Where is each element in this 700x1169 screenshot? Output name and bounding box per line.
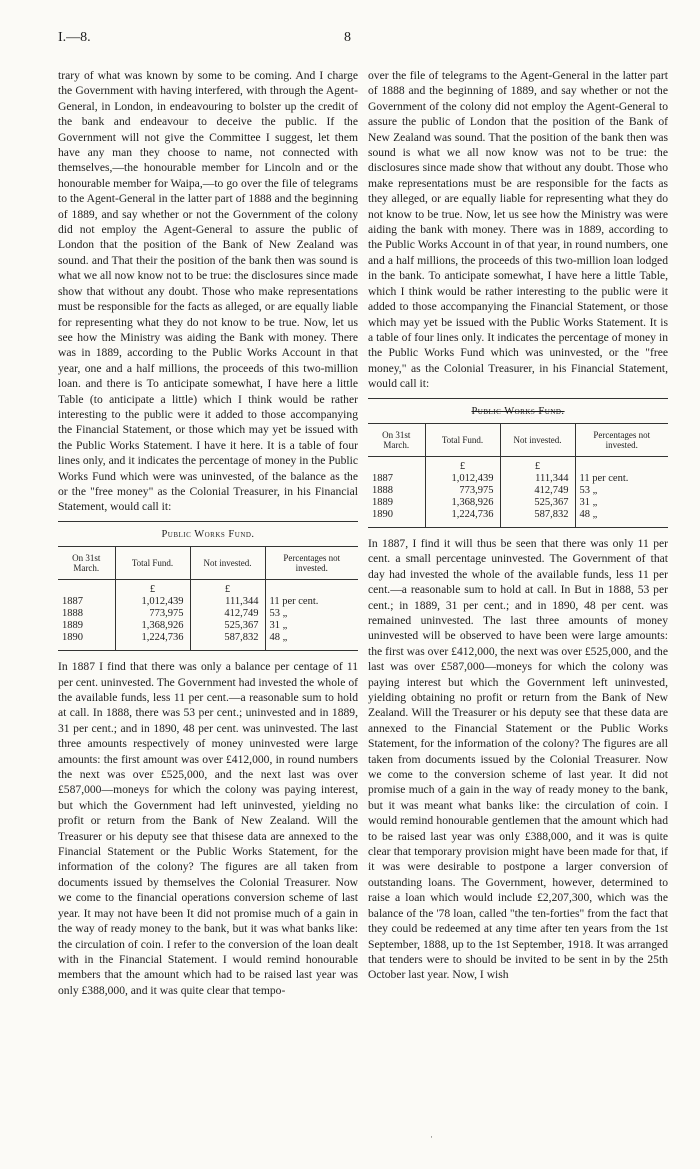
header-percentages: Percentages not invested. <box>575 424 668 457</box>
table-row: 1889 1,368,926 525,367 31 „ <box>58 620 358 632</box>
page-number: 8 <box>344 30 351 45</box>
right-paragraph-1: over the file of telegrams to the Agent-General in the latter part of 1888 and the beginning of 1889, and say whether or not the Government of the colony did not employ the Agent-General to assure the public of London that the position of the Bank of New Zealand was sound. That the position of the bank then was sound is what we all now know was not to be true: the disclosures since made show that without any doubt. Those who make representations must be are responsible for the facts as they alleged, or are equally liable for representing what they do not know to be true. Now, let us see how the Ministry was were aiding the bank with money. There was in 1889, according to the Public Works Account in of that year, in round numbers, one and a half millions, the proceeds of this two-million loan lodged in the bank. To anticipate somewhat, I have here a little Table, which I think would be rather interesting to the public were it added to those accompanying the Financial Statement, or those which may yet be issued with the Public Works Statement. It is a table of four lines only. It indicates the percentage of money in the Public Works Fund which was uninvested, or the "free money," as the Colonial Treasurer, in his Financial Statement, would call it: <box>368 69 668 391</box>
header-percentages: Percentages not invested. <box>265 547 358 580</box>
currency-symbol: £ <box>500 456 575 473</box>
currency-symbol: £ <box>190 580 265 597</box>
footer-mark: · <box>430 1132 433 1142</box>
currency-symbol: £ <box>115 580 190 597</box>
table-row: 1889 1,368,926 525,367 31 „ <box>368 497 668 509</box>
left-column <box>58 68 358 998</box>
header-date: On 31st March. <box>368 424 425 457</box>
table-title: Public Works Fund. <box>368 399 668 424</box>
table-row: 1888 773,975 412,749 53 „ <box>368 485 668 497</box>
right-paragraph-2: In 1887, I find it will thus be seen that there was only 11 per cent. a small percentage uninvested. The Government of that day had invested the whole of the available funds, less 11 per cent.—a reasonable sum to hold at call. In But in 1888, 53 per cent.; in 1889, 31 per cent.; and in 1890, 48 per cent. was remained uninvested. The last three amounts of money uninvested will be observed to have been were large amounts: the first was over £412,000, the next was over £525,000, and the last was over £587,000—moneys for which the colony was paying interest but which the Government left uninvested, yielding obtaining no profit or return from the Bank of New Zealand. Will the Treasurer or his deputy see that these data are annexed to the Financial Statement or the Public Works Statement, for the information of the colony? The figures are all taken from documents issued by the Colonial Treasurer. Now we come to the conversion scheme of last year. It did not promise much of a gain in the way of ready money to the bank, but it was meant what banks like: the circulation of coin. I would remind honourable gentlemen that the amount which had to be raised last year was only £388,000, and it was is quite clear that temporary provision might have been made for that, if it was were desirable to postpone a larger conversion of outstanding loans. The Government, however, determined to raise a loan which would include £2,207,300, which was the balance of the '78 loan, called "the ten-forties" from the fact that they could be redeemed at any time after ten years from the 1st September, 1888, up to the 1st September, 1918. It was arranged that tenders were to should be invited to be sent in by the 25th October last year. Now, I wish <box>368 536 668 982</box>
table-row: 1890 1,224,736 587,832 48 „ <box>58 632 358 650</box>
public-works-table-left <box>58 521 358 651</box>
header-total: Total Fund. <box>425 424 500 457</box>
header-not-invested: Not invested. <box>190 547 265 580</box>
header-not-invested: Not invested. <box>500 424 575 457</box>
table <box>58 547 358 650</box>
table-row: 1887 1,012,439 111,344 11 per cent. <box>368 473 668 485</box>
table-title: Public Works Fund. <box>58 522 358 547</box>
page-header <box>58 30 660 50</box>
left-paragraph-1: trary of what was known by some to be coming. And I charge the Government with having interfered, with through the Agent-General, in London, in endeavouring to bolster up the credit of the bank and endeavour to deceive the public. If the Government will not give the Committee I suggest, let them have any man they choose to name, not connected with themselves,—the honourable member for Lincoln and or the honourable member for Waipa,—to go over the file of telegrams to the Agent-General in the latter part of 1888 and the beginning of 1889, and say whether or not the Government of the colony did not employ the Agent-General to assure the public of London that the position of the Bank of New Zealand was sound. and That their the position of the bank then was sound is what we all now know not to be true: the disclosures since made show that without any doubt. Those who make representations must be responsible for the facts as alleged, or are equally liable for representing what they do not know to be true. Now, let us see how the Ministry was aiding the Bank with money. There was in 1889, according to the Public Works Account in that year, one and a half millions, the proceeds of this two-million loan. and there is To anticipate somewhat, I have here a little Table (to anticipate a little) which I think would be rather interesting to the public were it added to those accompanying the Financial Statement, or those which may yet be issued with the Public Works Statement. I have it here. It is a table of four lines only, and it indicates the percentage of money in the Public Works Fund which were was uninvested, of the balance as the or the "free money" as the Colonial Treasurer, in his Financial Statement, would call it: <box>58 69 358 514</box>
right-column <box>368 68 668 983</box>
table-row: 1887 1,012,439 111,344 11 per cent. <box>58 596 358 608</box>
header-total: Total Fund. <box>115 547 190 580</box>
header-date: On 31st March. <box>58 547 115 580</box>
table-row: 1888 773,975 412,749 53 „ <box>58 608 358 620</box>
table-row: 1890 1,224,736 587,832 48 „ <box>368 509 668 527</box>
left-paragraph-2: In 1887 I find that there was only a balance per centage of 11 per cent. uninvested. The Government had invested the whole of the available funds, less 11 per cent.—a reasonable sum to hold at call. In 1888, there was 53 per cent.; uninvested and in 1889, 31 per cent.; and in 1890, 48 per cent. was uninvested. The last three amounts respectively of money uninvested were large amounts: the first amount was over £412,000, in round numbers the next was over £525,000, and the next last was over £587,000—moneys for which the colony was paying interest, but which the Government had left uninvested, yielding no profit or return from the Bank of New Zealand. Will the Treasurer or his deputy see that thisese data are annexed to the Financial Statement or the Public Works Statement, for the information of the colony? The figures are all taken from documents issued by themselves the Colonial Treasurer. Now we come to the financial operations conversion scheme of last year. It may not have been It did not promise much of a gain in the way of ready money to the bank, but it was what banks like: the circulation of coin. I refer to the conversion of the loan dealt with in the Financial Statement. I would remind honourable members that the amount which had to be raised last year was only £388,000, and it was quite clear that tempo- <box>58 660 358 997</box>
public-works-table-right <box>368 398 668 528</box>
table <box>368 424 668 527</box>
currency-symbol: £ <box>425 456 500 473</box>
page-reference: I.—8. <box>58 30 91 45</box>
